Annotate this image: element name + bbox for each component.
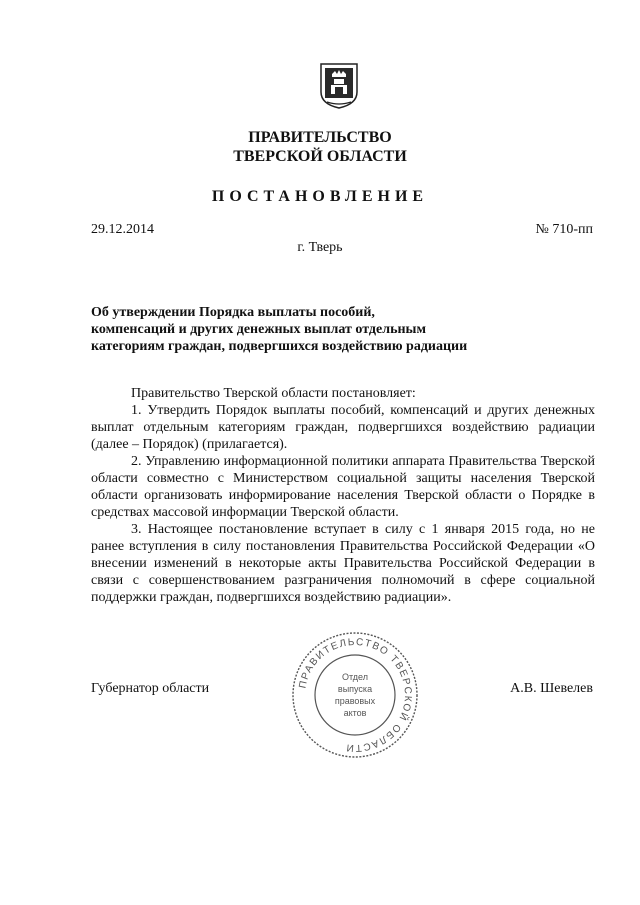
body-intro: Правительство Тверской области постановляет: xyxy=(131,386,416,401)
document-subject xyxy=(91,304,551,355)
stamp-line2: выпуска xyxy=(337,684,373,694)
document-date: 29.12.2014 xyxy=(91,222,154,237)
government-title-line1: ПРАВИТЕЛЬСТВО xyxy=(248,129,392,146)
stamp-line4: актов xyxy=(343,708,367,718)
government-title xyxy=(0,128,640,166)
subject-line1: Об утверждении Порядка выплаты пособий, xyxy=(91,305,375,320)
stamp-ring-text: ПРАВИТЕЛЬСТВО ТВЕРСКОЙ ОБЛАСТИ xyxy=(297,636,414,754)
body-item-3: 3. Настоящее постановление вступает в силу с 1 января 2015 года, но не ранее вступления в силу постановления Правительства Российской Федерации «О внесении изменений в некоторые акты Правительства Российской Федерации в связи с совершенствованием разграничения полномочий в сфере социальной поддержки граждан, подвергшихся воздействию радиации». xyxy=(91,522,595,605)
document-city: г. Тверь xyxy=(297,240,343,255)
government-title-line2: ТВЕРСКОЙ ОБЛАСТИ xyxy=(233,148,407,165)
document-type: ПОСТАНОВЛЕНИЕ xyxy=(211,188,429,205)
tver-coat-of-arms-icon xyxy=(319,62,359,110)
official-stamp-icon xyxy=(290,630,420,760)
subject-line2: компенсаций и других денежных выплат отдельным xyxy=(91,322,427,337)
stamp-line3: правовых xyxy=(334,696,376,706)
body-item-1: 1. Утвердить Порядок выплаты пособий, компенсаций и других денежных выплат отдельным категориям граждан, подвергшихся воздействию радиации (далее – Порядок) (прилагается). xyxy=(91,403,595,452)
document-body xyxy=(91,385,595,606)
document-number: № 710-пп xyxy=(535,222,593,237)
body-item-2: 2. Управлению информационной политики аппарата Правительства Тверской области совместно с Министерством социальной защиты населения Тверской области организовать информирование населения Тверской области о Порядке в средствах массовой информации Тверской области. xyxy=(91,454,595,520)
signatory-title: Губернатор области xyxy=(91,681,210,696)
subject-line3: категориям граждан, подвергшихся воздействию радиации xyxy=(91,339,468,354)
signatory-name: А.В. Шевелев xyxy=(510,681,593,696)
stamp-line1: Отдел xyxy=(341,672,369,682)
